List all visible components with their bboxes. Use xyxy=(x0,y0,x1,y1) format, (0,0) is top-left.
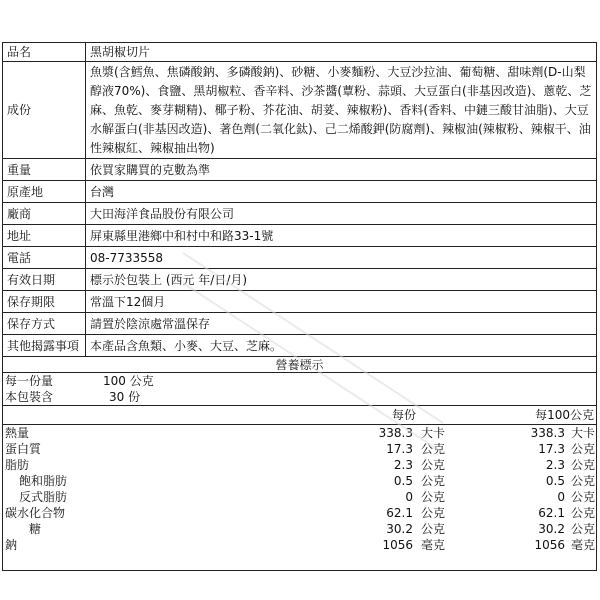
per-serving-value: 17.3 xyxy=(386,442,413,456)
row-product-name xyxy=(3,43,596,62)
origin-value: 台灣 xyxy=(86,181,597,203)
ingredients-value: 魚漿(含鱈魚、焦磷酸鈉、多磷酸鈉)、砂糖、小麥麵粉、大豆沙拉油、葡萄糖、甜味劑(D-山梨醇液70%)、食鹽、黑胡椒粒、香辛料、沙茶醬(蕈粉、蒜頭、大豆蛋白(非基因改造)、蔥乾、芝麻、魚乾、麥芽糊精)、椰子粉、芥花油、胡荽、辣椒粉)、香料(香料、中鏈三酸甘油脂)、大豆水解蛋白(非基因改造)、著色劑(二氧化鈦)、己二烯酸鉀(防腐劑)、辣椒油(辣椒粉、辣椒干、油性辣椒紅、辣椒抽出物) xyxy=(86,62,597,159)
row-shelf-life xyxy=(3,291,596,313)
per-serving-unit: 公克 xyxy=(421,458,446,472)
manufacturer-value: 大田海洋食品股份有限公司 xyxy=(86,203,597,225)
nutrient-row-sodium xyxy=(3,537,596,553)
per-serving-unit: 公克 xyxy=(421,442,446,456)
phone-label: 電話 xyxy=(3,247,86,269)
allergens-value: 本產品含魚類、小麥、大豆、芝麻。 xyxy=(86,335,597,357)
row-storage xyxy=(3,313,596,335)
serving-size-value: 100 公克 xyxy=(103,374,154,388)
row-address xyxy=(3,225,596,247)
nutrient-row-sugar xyxy=(3,521,596,537)
per-100g-unit: 公克 xyxy=(571,506,596,520)
row-origin xyxy=(3,181,596,203)
allergens-label: 其他揭露事項 xyxy=(3,335,86,357)
per-serving-value: 1056 xyxy=(382,538,413,552)
storage-value: 請置於陰涼處常溫保存 xyxy=(86,313,597,335)
per-serving-unit: 公克 xyxy=(421,506,446,520)
per-serving-value: 0 xyxy=(405,490,413,504)
nutrient-row-trans-fat xyxy=(3,489,596,505)
nutrient-row-carbohydrate xyxy=(3,505,596,521)
product-name-value: 黑胡椒切片 xyxy=(86,43,597,62)
nutrient-name: 反式脂肪 xyxy=(19,490,68,504)
per-100g-unit: 公克 xyxy=(571,490,596,504)
servings-per-package-value: 30 份 xyxy=(109,390,141,404)
nutrient-name: 脂肪 xyxy=(5,458,30,472)
per-serving-value: 338.3 xyxy=(378,426,413,440)
phone-value: 08-7733558 xyxy=(86,247,597,269)
per-serving-unit: 大卡 xyxy=(421,426,446,440)
per-100g-value: 338.3 xyxy=(530,426,565,440)
per-serving-unit: 公克 xyxy=(421,522,446,536)
nutrient-name: 蛋白質 xyxy=(5,442,42,456)
per-serving-value: 0.5 xyxy=(393,474,413,488)
nutrient-row-protein xyxy=(3,441,596,457)
address-label: 地址 xyxy=(3,225,86,247)
per-100g-value: 62.1 xyxy=(538,506,565,520)
per-serving-value: 30.2 xyxy=(386,522,413,536)
weight-label: 重量 xyxy=(3,159,86,181)
nutrient-name: 鈉 xyxy=(5,538,18,552)
address-value: 屏東縣里港鄉中和村中和路33-1號 xyxy=(86,225,597,247)
per-100g-value: 1056 xyxy=(534,538,565,552)
per-100g-value: 0 xyxy=(557,490,565,504)
servings-per-package-row xyxy=(3,389,596,406)
per-100g-unit: 公克 xyxy=(571,458,596,472)
row-allergens xyxy=(3,335,596,357)
storage-label: 保存方式 xyxy=(3,313,86,335)
product-info-sheet xyxy=(2,42,597,571)
weight-value: 依買家購買的克數為準 xyxy=(86,159,597,181)
serving-size-row xyxy=(3,373,596,389)
nutrient-name: 糖 xyxy=(29,522,42,536)
per-serving-unit: 毫克 xyxy=(421,538,446,552)
nutrient-name: 熱量 xyxy=(5,426,30,440)
per-serving-header: 每份 xyxy=(391,408,416,422)
ingredients-label: 成份 xyxy=(3,62,86,159)
nutrient-row-saturated-fat xyxy=(3,473,596,489)
nutrition-facts xyxy=(3,373,596,553)
product-info-table xyxy=(3,43,596,373)
row-ingredients xyxy=(3,62,596,159)
per-serving-value: 62.1 xyxy=(386,506,413,520)
nutrient-name: 飽和脂肪 xyxy=(19,474,68,488)
per-100g-value: 0.5 xyxy=(545,474,565,488)
per-100g-header: 每100公克 xyxy=(535,408,594,422)
expiry-label: 有效日期 xyxy=(3,269,86,291)
shelf-life-value: 常溫下12個月 xyxy=(86,291,597,313)
nutrient-row-calories xyxy=(3,425,596,441)
per-serving-unit: 公克 xyxy=(421,490,446,504)
per-serving-value: 2.3 xyxy=(393,458,413,472)
manufacturer-label: 廠商 xyxy=(3,203,86,225)
per-100g-unit: 毫克 xyxy=(571,538,596,552)
row-expiry xyxy=(3,269,596,291)
per-100g-unit: 公克 xyxy=(571,474,596,488)
nutrition-title: 營養標示 xyxy=(3,357,596,373)
per-100g-value: 30.2 xyxy=(538,522,565,536)
per-100g-unit: 大卡 xyxy=(571,426,596,440)
product-name-label: 品名 xyxy=(3,43,86,62)
per-100g-unit: 公克 xyxy=(571,442,596,456)
per-100g-value: 17.3 xyxy=(538,442,565,456)
row-weight xyxy=(3,159,596,181)
origin-label: 原產地 xyxy=(3,181,86,203)
nutrient-row-fat xyxy=(3,457,596,473)
row-nutrition-title xyxy=(3,357,596,373)
nutrient-rows xyxy=(3,425,596,553)
nutrition-header-row xyxy=(3,406,596,425)
per-100g-value: 2.3 xyxy=(545,458,565,472)
per-100g-unit: 公克 xyxy=(571,522,596,536)
serving-size-label: 每一份量 xyxy=(5,374,54,388)
per-serving-unit: 公克 xyxy=(421,474,446,488)
shelf-life-label: 保存期限 xyxy=(3,291,86,313)
expiry-value: 標示於包裝上 (西元 年/日/月) xyxy=(86,269,597,291)
row-phone xyxy=(3,247,596,269)
row-manufacturer xyxy=(3,203,596,225)
nutrient-name: 碳水化合物 xyxy=(5,506,66,520)
servings-per-package-label: 本包裝含 xyxy=(5,390,54,404)
